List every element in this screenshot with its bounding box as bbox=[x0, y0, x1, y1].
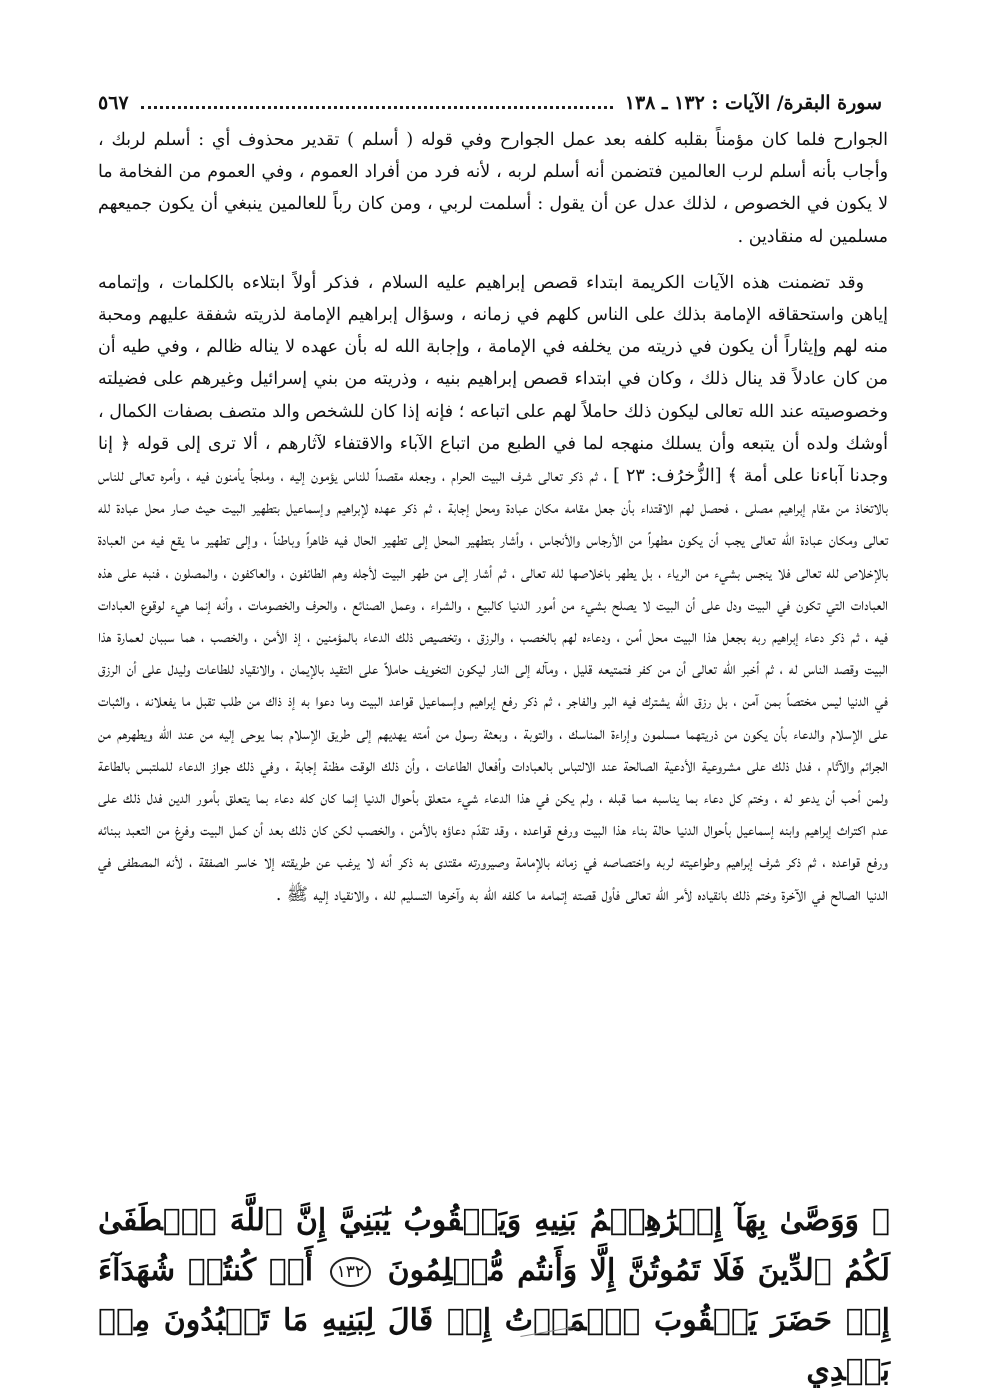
page-header bbox=[98, 88, 882, 118]
verse-text-part-1: وَوَصَّىٰ بِهَآ إِبۡرَٰهِـۧمُ بَنِيهِ وَيَعۡقُوبُ يَٰبَنِيَّ إِنَّ ٱللَّهَ ٱصۡطَفَىٰ لَكُمُ ٱلدِّينَ فَلَا تَمُوتُنَّ إِلَّا وَأَنتُم مُّسۡلِمُونَ bbox=[98, 1203, 890, 1288]
ayah-number-marker: ١٣٢ bbox=[330, 1257, 371, 1287]
page-number: ٥٦٧ bbox=[98, 92, 129, 114]
commentary-text bbox=[98, 124, 888, 911]
paragraph-1: الجوارح فلما كان مؤمناً بقلبه كلفه بعد عمل الجوارح وفي قوله ( أسلم ) تقدير محذوف أي : أسلم لربك ، وأجاب بأنه أسلم لرب العالمين فتضمن أنه أسلم لربه ، لأنه فرد من أفراد العموم ، وفي العموم من الفخامة ما لا يكون في الخصوص ، لذلك عدل عن أن يقول : أسلمت لربي ، ومن كان رباً للعالمين ينبغي أن يكون جميعهم مسلمين له منقادين . bbox=[98, 130, 888, 247]
verse-open-brace: ﴿ bbox=[871, 1203, 890, 1238]
verse-text-part-2: أَمۡ كُنتُمۡ شُهَدَآءَ إِذۡ حَضَرَ يَعۡقُوبَ ٱلۡمَوۡتُ إِذۡ قَالَ لِبَنِيهِ مَا تَعۡبُدُونَ مِنۢ بَعۡدِي bbox=[98, 1253, 890, 1388]
paragraph-2: وقد تضمنت هذه الآيات الكريمة ابتداء قصص إبراهيم عليه السلام ، فذكر أولاً ابتلاءه بالكلمات ، وإتمامه إياهن واستحقاقه الإمامة بذلك على الناس كلهم في زمانه ، وسؤال إبراهيم الإمامة لذريته شفقة عليهم ومحبة منه لهم وإيثاراً أن يكون في ذريته من يخلفه في الإمامة ، وإجابة الله له بأن عهده لا يناله ظالم ، وفي طيه أن من كان عادلاً قد ينال ذلك ، وكان في ابتداء قصص إبراهيم بنيه ، وذريته من بني إسرائيل وغيرهم على فضيلته وخصوصيته عند الله تعالى ليكون ذلك حاملاً لهم على اتباعه ؛ فإنه إذا كان للشخص والد متصف بصفات الكمال ، أوشك ولده أن يتبعه وأن يسلك منهجه لما في الطبع من اتباع الآباء والاقتفاء لآثارهم ، ألا ترى إلى قوله ﴿ إنا وجدنا آباءنا على أمة ﴾ [الزُّخرُف: ٢٣ ] ، ثم ذكر تعالى شرف البيت الحرام ، وجعله مقصداً للناس يؤمون إليه ، وملجأ يأمنون فيه ، وأمره تعالى للناس بالاتخاذ من مقام إبراهيم مصلى ، فحصل لهم الاقتداء بأن جعل مقامه مكان عبادة ومحل إجابة ، ثم ذكر عهده لإبراهيم وإسماعيل بتطهير البيت حيث صار محل عبادة لله تعالى ومكان عبادة الله تعالى يجب أن يكون مطهراً من الأرجاس والأنجاس ، وأشار بتطهير المحل إلى تطهير الحال فيه ظاهراً وباطناً ، وإلى تطهير ما يقع فيه من العبادة بالإخلاص لله تعالى فلا ينجس بشيء من الرياء ، بل يطهر باخلاصها لله تعالى ، ثم أشار إلى من طهر البيت لأجله وهم الطائفون ، والعاكفون ، والمصلون ، فنبه على هذه العبادات التي تكون في البيت ودل على أن البيت لا يصلح بشيء من أمور الدنيا كالبيع ، والشراء ، وعمل الصنائع ، والحرف والخصومات ، وأنه إنما هيء لوقوع العبادات فيه ، ثم ذكر دعاء إبراهيم ربه بجعل هذا البيت محل أمن ، ودعاءه لهم بالخصب ، والرزق ، وتخصيص ذلك الدعاء بالمؤمنين ، إذ الأمن ، والخصب ، هما سببان لعمارة هذا البيت وقصد الناس له ، ثم أخبر الله تعالى أن من كفر فتمتيعه قليل ، ومآله إلى النار ليكون التخويف حاملاً على التقيد بالإيمان ، والانقياد للطاعات وليدل على أن الرزق في الدنيا ليس مختصاً بمن آمن ، بل رزق الله يشترك فيه البر والفاجر ، ثم ذكر رفع إبراهيم وإسماعيل قواعد البيت وما دعوا به إذ ذاك من طلب تقبل ما يفعلانه ، والثبات على الإسلام والدعاء بأن يكون من ذريتهما مسلمون وإراءة المناسك ، والتوبة ، وبعثة رسول من أمته يهديهم إلى طريق الإسلام بما يوحى إليه من عند الله ويطهرهم من الجرائم والآثام ، فدل ذلك على مشروعية الأدعية الصالحة عند الالتباس بالعبادات وأفعال الطاعات ، وأن ذلك الوقت مظنة إجابة ، وفي ذلك جواز الدعاء للملتبس بالطاعة ولمن أحب أن يدعو له ، وختم كل دعاء بما يناسبه مما قبله ، ولم يكن في هذا الدعاء شيء متعلق بأحوال الدنيا إنما كان كله دعاء بما يتعلق بأمور الدين فدل ذلك على عدم اكتراث إبراهيم وابنه إسماعيل بأحوال الدنيا حالة بناء هذا البيت ورفع قواعده ، وقد تقدّم دعاؤه بالأمن ، والخصب لكن كان ذلك بعد أن كمل البيت وفرغ من التعبد ببنائه ورفع قواعده ، ثم ذكر شرف إبراهيم وطواعيته لربه واختصاصه في زمانه بالإمامة وصيرورته مقتدى به ذكر أنه لا يرغب عن طريقته إلا خاسر الصفقة ، لأنه المصطفى في الدنيا الصالح في الآخرة وختم ذلك بانقياده لأمر الله تعالى فأول قصته إتمامه ما كلفه الله به وآخرها التسليم لله ، والانقياد إليه ﷺ . bbox=[98, 272, 888, 905]
quran-verse bbox=[98, 1196, 890, 1396]
surah-title: سورة البقرة/ الآيات : ١٣٢ ـ ١٣٨ bbox=[624, 92, 882, 114]
header-dotted-leader bbox=[141, 106, 613, 109]
